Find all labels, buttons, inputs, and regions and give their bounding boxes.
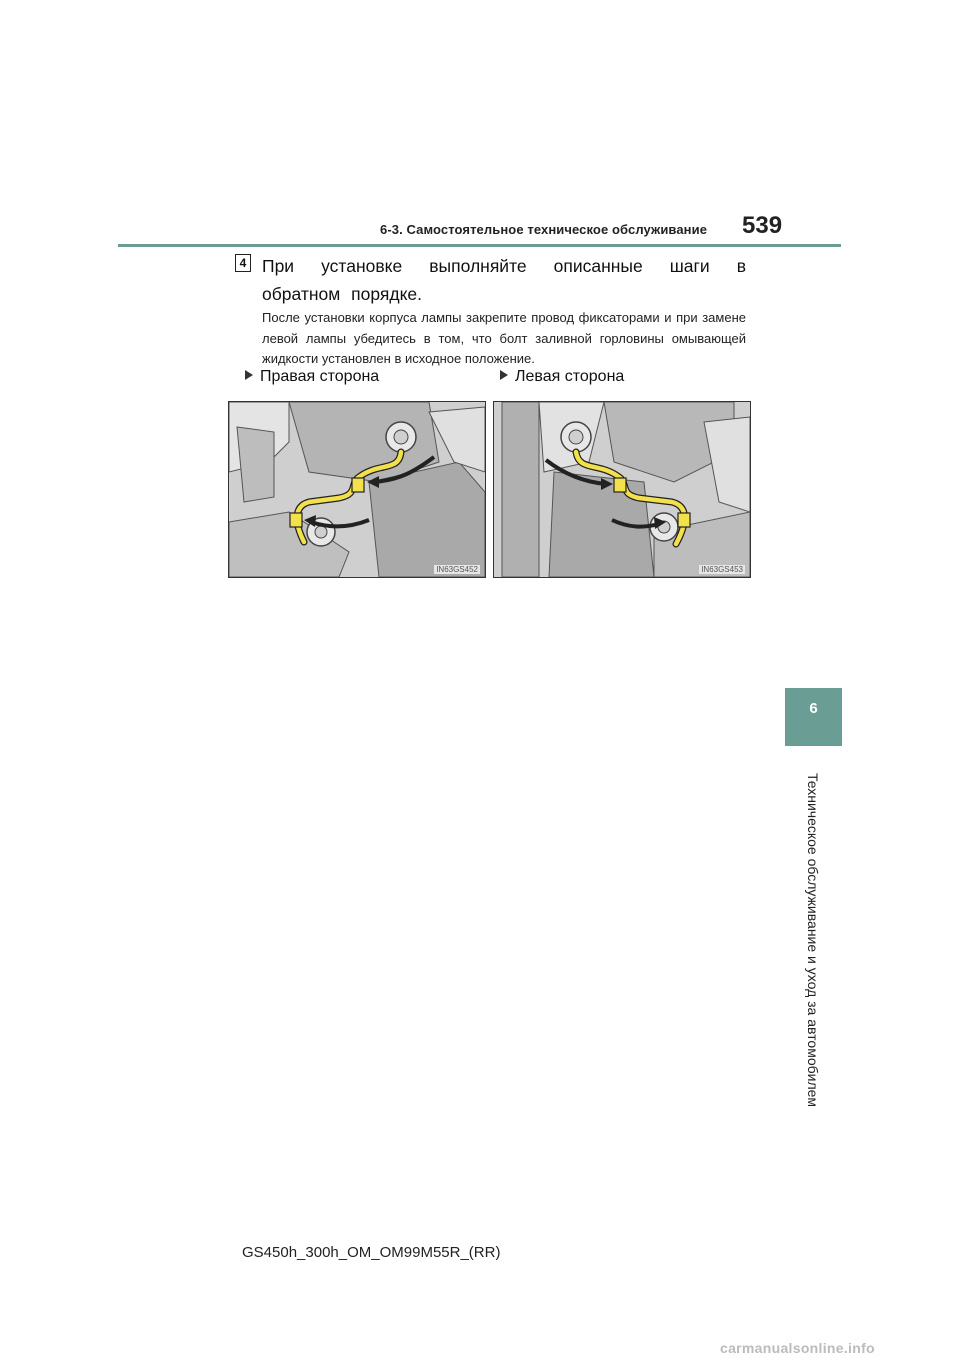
- triangle-bullet-icon: [500, 370, 508, 380]
- chapter-tab: [785, 688, 842, 746]
- figure-code: IN63GS453: [701, 565, 743, 574]
- caption-right-side: [245, 368, 379, 386]
- header-rule: [118, 244, 841, 247]
- headlamp-wiring-illustration: [494, 402, 750, 577]
- watermark: carmanualsonline.info: [720, 1340, 875, 1356]
- chapter-side-title: Техническое обслуживание и уход за автомобилем: [805, 772, 821, 1108]
- page-number: 539: [742, 212, 783, 239]
- figure-right-side: [228, 401, 486, 578]
- caption-left-label: Левая сторона: [515, 368, 625, 385]
- figure-left-side: [493, 401, 751, 578]
- footer-model-code: GS450h_300h_OM_OM99M55R_(RR): [242, 1244, 501, 1261]
- step-number-box: 4: [235, 254, 251, 272]
- headlamp-wiring-illustration: [229, 402, 485, 577]
- step-text: При установке выполняйте описанные шаги в обратном порядке.: [262, 256, 746, 304]
- section-title: 6-3. Самостоятельное техническое обслуживание: [380, 222, 708, 237]
- triangle-bullet-icon: [245, 370, 253, 380]
- caption-right-label: Правая сторона: [260, 368, 380, 385]
- step-note: После установки корпуса лампы закрепите провод фиксаторами и при замене левой лампы убедитесь в том, что болт заливной горловины омывающей жидкости установлен в исходное положение.: [262, 310, 746, 366]
- chapter-number: 6: [809, 700, 818, 717]
- figure-code: IN63GS452: [436, 565, 478, 574]
- caption-left-side: [500, 368, 624, 386]
